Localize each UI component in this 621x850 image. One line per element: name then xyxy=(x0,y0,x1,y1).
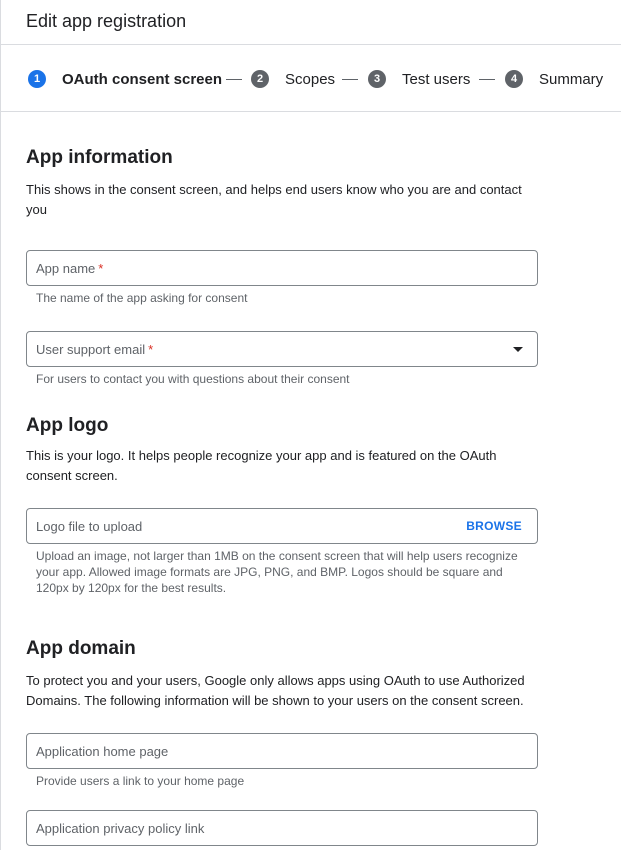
step-test-users[interactable] xyxy=(368,70,470,88)
step-number-2: 2 xyxy=(251,70,269,88)
step-scopes[interactable] xyxy=(251,70,335,88)
user-support-email-hint: For users to contact you with questions about their consent xyxy=(36,372,350,386)
app-information-description: This shows in the consent screen, and helps end users know who you are and contact you xyxy=(26,182,522,217)
browse-button[interactable]: BROWSE xyxy=(466,519,522,533)
app-name-input[interactable] xyxy=(26,250,538,286)
page-header xyxy=(0,0,621,45)
step-connector xyxy=(479,79,495,80)
left-border xyxy=(0,0,1,850)
application-home-page-hint: Provide users a link to your home page xyxy=(36,774,245,788)
step-number-1: 1 xyxy=(28,70,46,88)
app-logo-description: This is your logo. It helps people recognize your app and is featured on the OAuth consent screen. xyxy=(26,448,497,483)
step-summary[interactable] xyxy=(505,70,603,88)
app-domain-heading: App domain xyxy=(26,638,136,659)
step-connector xyxy=(226,79,242,80)
required-asterisk: * xyxy=(148,342,154,357)
user-support-email-label: User support email * xyxy=(36,342,154,357)
page-title: Edit app registration xyxy=(26,11,187,31)
app-information-heading: App information xyxy=(26,147,173,168)
logo-file-label: Logo file to upload xyxy=(36,519,143,534)
logo-file-upload-field[interactable] xyxy=(26,508,538,544)
logo-upload-hint: Upload an image, not larger than 1MB on the consent screen that will help users recognize your app. Allowed image formats are JPG, PNG, and BMP. Logos should be square and 120px by 120px for the best results. xyxy=(36,549,518,595)
app-name-hint: The name of the app asking for consent xyxy=(36,291,248,305)
app-domain-description: To protect you and your users, Google only allows apps using OAuth to use Authorized Domains. The following information will be shown to your users on the consent screen. xyxy=(26,673,525,708)
step-label-scopes: Scopes xyxy=(285,70,336,88)
user-support-email-select[interactable] xyxy=(26,331,538,367)
application-home-page-label: Application home page xyxy=(36,744,169,759)
application-home-page-input[interactable] xyxy=(26,733,538,769)
required-asterisk: * xyxy=(98,261,104,276)
dropdown-arrow-icon xyxy=(513,347,523,352)
app-logo-heading: App logo xyxy=(26,415,109,436)
step-number-3: 3 xyxy=(368,70,386,88)
step-connector xyxy=(342,79,358,80)
step-oauth-consent-screen[interactable] xyxy=(28,70,222,88)
stepper xyxy=(0,46,621,112)
step-label-summary: Summary xyxy=(539,70,604,88)
step-number-4: 4 xyxy=(505,70,523,88)
application-privacy-policy-input[interactable] xyxy=(26,810,538,846)
app-name-label: App name * xyxy=(36,261,104,276)
application-privacy-policy-label: Application privacy policy link xyxy=(36,821,205,836)
step-label-oauth-consent-screen: OAuth consent screen xyxy=(62,70,223,88)
step-label-test-users: Test users xyxy=(402,70,471,88)
